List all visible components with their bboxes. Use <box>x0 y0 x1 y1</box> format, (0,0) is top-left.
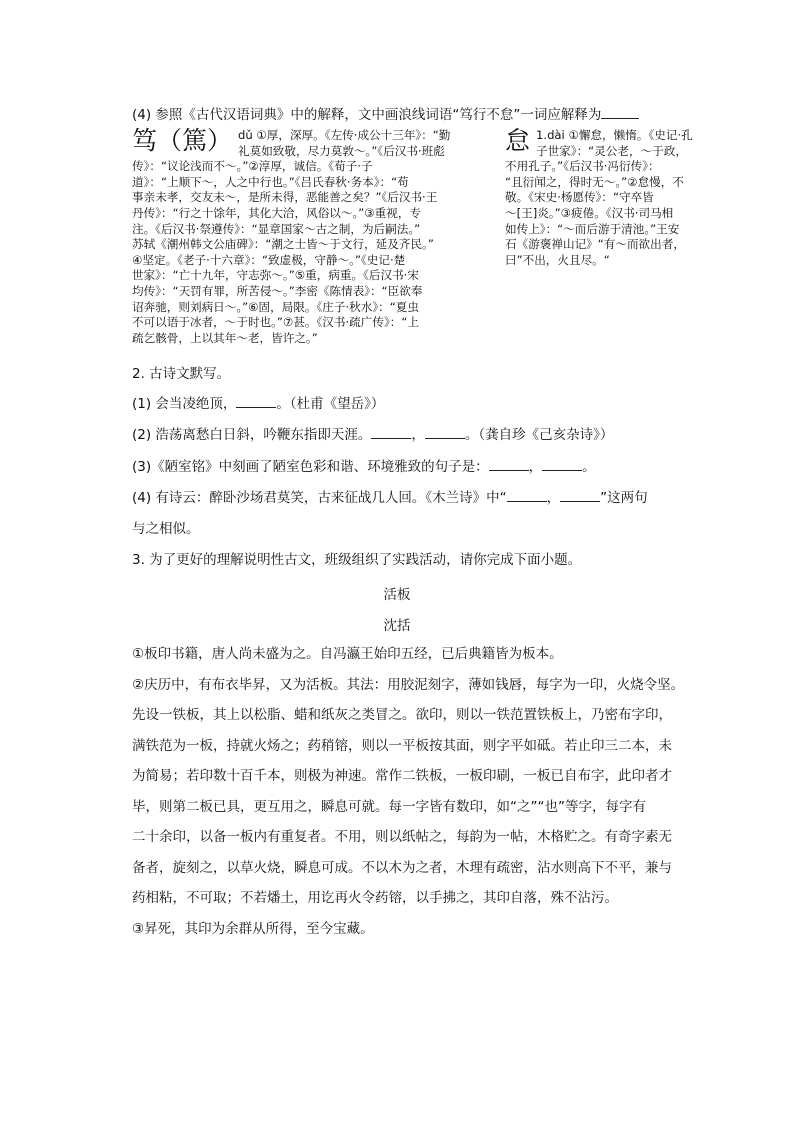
q4-text-a: (4) 有诗云：醉卧沙场君莫笑，古来征战几人回。《木兰诗》中“ <box>132 490 507 506</box>
entry-headword: 怠 <box>505 126 531 155</box>
entry-line: 1.dài ①懈怠，懒惰。《史记·孔 <box>536 128 693 142</box>
paragraph-1: ①板印书籍，唐人尚未盛为之。自冯瀛王始印五经，已后典籍皆为板本。 <box>132 646 563 662</box>
question-4-text: (4) 参照《古代汉语词典》中的解释，文中画浪线词语“笃行不怠”一词应解释为 <box>132 107 602 123</box>
entry-line: 疏乞骸骨，上以其年～老，皆许之。” <box>132 330 318 345</box>
paragraph-2-line: 备者，旋刻之，以草火烧，瞬息可成。不以木为之者，木理有疏密，沾水则高下不平，兼与 <box>132 859 672 876</box>
answer-blank[interactable] <box>425 426 465 439</box>
q1-text-b: 。（杜甫《望岳》） <box>276 396 385 412</box>
section-2-heading: 2. 古诗文默写。 <box>132 366 231 382</box>
passage-title: 活板 <box>383 587 411 603</box>
entry-line: ～[王]炎。”③疲倦。《汉书·司马相 <box>505 205 674 220</box>
entry-line: 苏轼《潮州韩文公庙碑》：“潮之士皆～于文行，延及齐民。” <box>132 237 434 252</box>
q4-text-c: ”这两句 <box>600 490 648 506</box>
section-2-q4 <box>132 489 648 507</box>
answer-blank[interactable] <box>601 106 639 119</box>
section-3-heading: 3. 为了更好的理解说明性古文，班级组织了实践活动，请你完成下面小题。 <box>132 552 582 568</box>
passage-author: 沈括 <box>383 618 411 634</box>
entry-line: dǔ ①厚，深厚。《左传·成公十三年》：“勤 <box>238 128 451 142</box>
entry-line: 道》：“上顺下～，人之中行也。”《吕氏春秋·务本》：“苟 <box>132 174 409 189</box>
section-2-q2 <box>132 426 613 444</box>
q4-text-b: ， <box>546 490 561 506</box>
entry-line: ④坚定。《老子·十六章》：“致虚极，守静～。”《史记·楚 <box>132 252 406 267</box>
entry-line: 丹传》：“行之十馀年，其化大洽，风俗以～。”③重视，专 <box>132 205 422 220</box>
dictionary-entry-du <box>132 128 492 346</box>
paragraph-3: ③昇死，其印为余群从所得，至今宝藏。 <box>132 920 374 937</box>
entry-line: 传》：“议论浅而不～。”②淳厚，诚信。《荀子·子 <box>132 159 373 174</box>
entry-line: 如传上》：“～而后游于清池。”王安 <box>505 221 680 236</box>
passage-body <box>132 639 702 944</box>
entry-line: 石《游褒禅山记》“有～而欲出者， <box>505 237 685 252</box>
section-2-q4-cont: 与之相似。 <box>132 521 200 537</box>
paragraph-2-line: 二十余印，以备一板内有重复者。不用，则以纸帖之，每韵为一帖，木格贮之。有奇字素无 <box>132 829 672 845</box>
answer-blank[interactable] <box>507 489 547 502</box>
question-4-prompt <box>132 106 639 124</box>
entry-line: “且衍闻之，得时无～。”②怠慢，不 <box>505 174 684 189</box>
entry-line: 曰”不出，火且尽。“ <box>505 252 610 267</box>
entry-line: 世家》：“亡十九年，守志弥～。”⑤重，病重。《后汉书·宋 <box>132 268 419 283</box>
entry-line: 事亲未孝，交友未～，是所未得，恶能善之矣？”《后汉书·王 <box>132 190 438 205</box>
entry-headword: 笃（篤） <box>132 126 233 155</box>
paragraph-2-line: 先设一铁板，其上以松脂、蜡和纸灰之类冒之。欲印，则以一铁范置铁板上，乃密布字印， <box>132 707 672 723</box>
paragraph-2-line: 为简易；若印数十百千本，则极为神速。常作二铁板，一板印刷，一板已自布字，此印者才 <box>132 768 672 784</box>
section-2-q1 <box>132 395 384 413</box>
entry-line: 子世家》：“灵公老，～于政， <box>536 143 687 158</box>
answer-blank[interactable] <box>236 395 276 408</box>
paragraph-2-line: 药相粘，不可取；不若燔土，用讫再火令药镕，以手拂之，其印自落，殊不沾污。 <box>132 890 618 906</box>
entry-line: 礼莫如致敬，尽力莫敦～。”《后汉书·班彪 <box>238 143 445 158</box>
answer-blank[interactable] <box>542 458 582 471</box>
entry-line: 均传》：“天罚有罪，所苦侵～。”李密《陈情表》：“臣欲奉 <box>132 283 423 298</box>
paragraph-2-line: 毕，则第二板已具，更互用之，瞬息可就。每一字皆有数印，如“之”“也”等字，每字有 <box>132 798 646 815</box>
q3-text-a: (3)《陋室铭》中刻画了陋室色彩和谐、环境雅致的句子是： <box>132 459 489 475</box>
q3-text-c: 。 <box>582 459 596 475</box>
dictionary-entry-dai <box>505 128 725 268</box>
answer-blank[interactable] <box>560 489 600 502</box>
paragraph-2-line: 满铁范为一板，持就火炀之；药稍镕，则以一平板按其面，则字平如砥。若止印三二本，未 <box>132 737 672 754</box>
entry-line: 不用孔子。”《后汉书·冯衍传》： <box>505 159 660 174</box>
entry-line: 不可以语于冰者，～于时也。”⑦甚。《汉书·疏广传》：“上 <box>132 315 419 330</box>
entry-line: 敬。《宋史·杨愿传》：“守卒皆 <box>505 190 654 205</box>
answer-blank[interactable] <box>489 458 529 471</box>
entry-line: 诏奔驰，则刘病日～。”⑥固，局限。《庄子·秋水》：“夏虫 <box>132 299 419 314</box>
entry-line: 注。《后汉书·祭遵传》：“显章国家～古之制，为后嗣法。” <box>132 221 421 236</box>
q3-text-b: ， <box>528 459 543 475</box>
q2-text-a: (2) 浩荡离愁白日斜，吟鞭东指即天涯。 <box>132 427 372 443</box>
q1-text-a: (1) 会当凌绝顶， <box>132 396 237 412</box>
answer-blank[interactable] <box>371 426 411 439</box>
section-2-q3 <box>132 458 596 476</box>
paragraph-2-line: ②庆历中，有布衣毕昇，又为活板。其法：用胶泥刻字，薄如钱唇，每字为一印，火烧令坚。 <box>132 676 685 693</box>
q2-text-c: 。（龚自珍《己亥杂诗》） <box>464 427 614 443</box>
q2-text-b: ， <box>411 427 425 443</box>
